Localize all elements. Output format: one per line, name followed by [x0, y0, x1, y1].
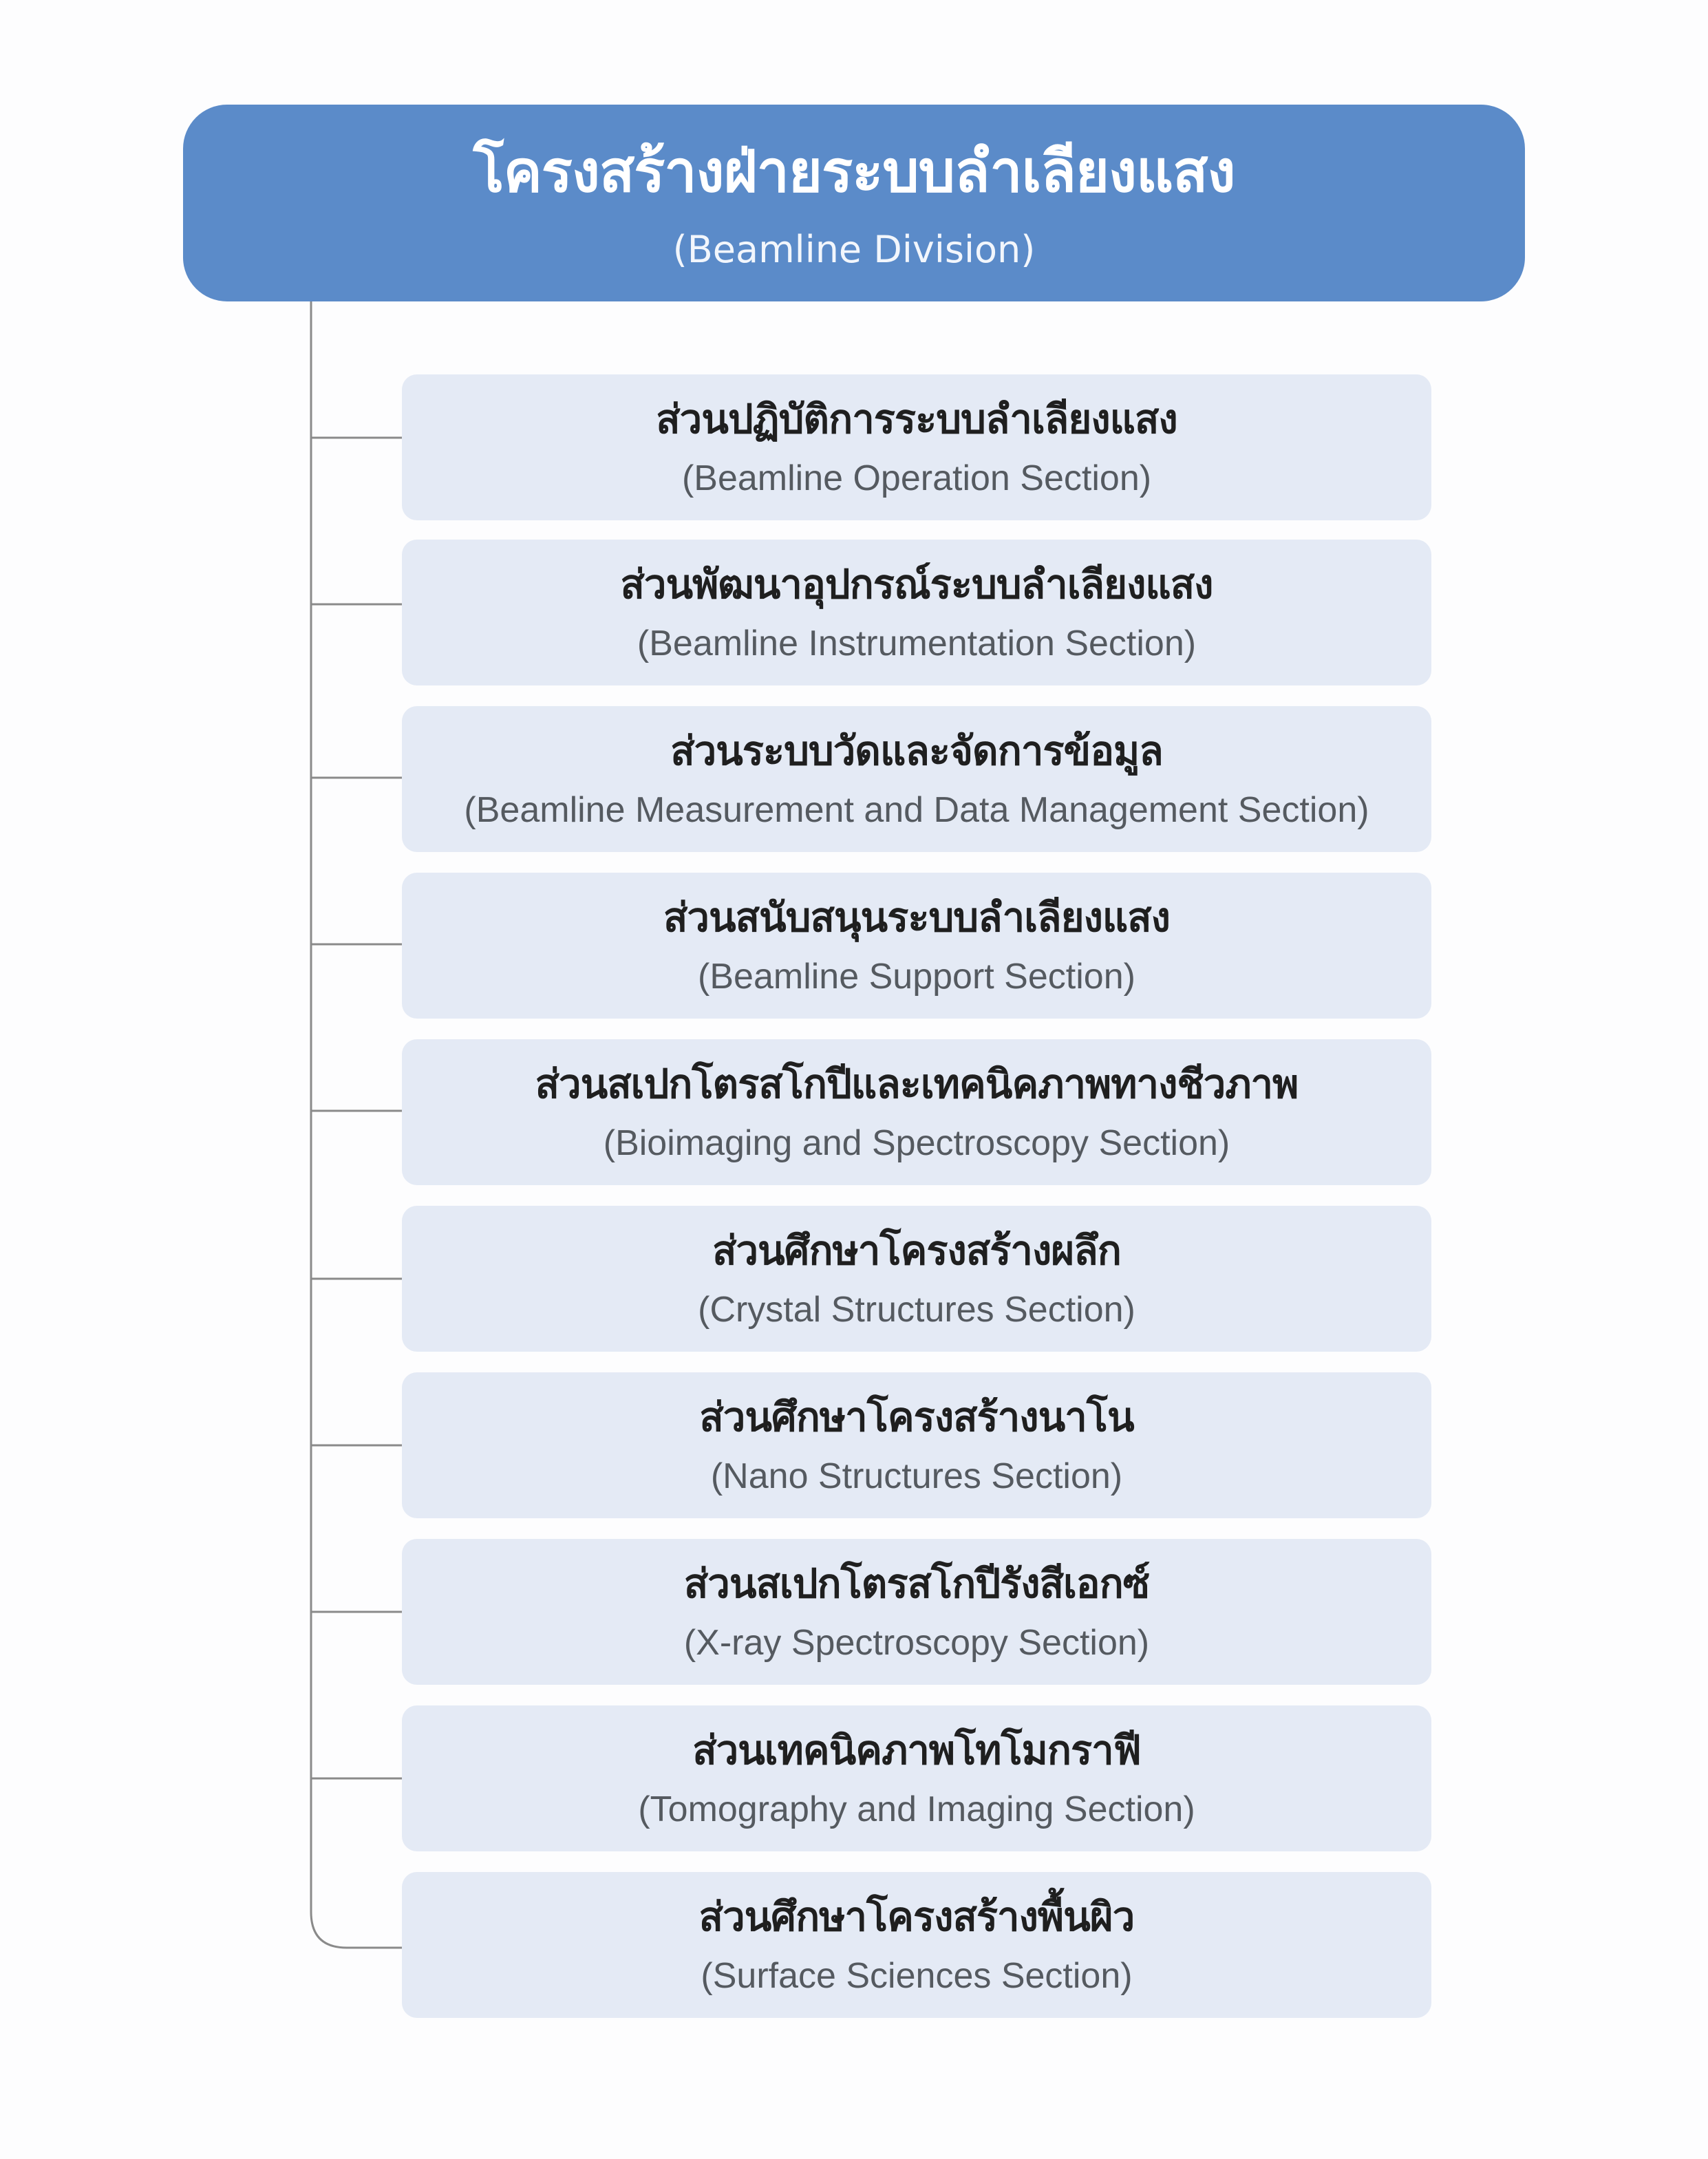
division-title-english: (Beamline Division): [672, 228, 1036, 271]
section-title-thai: ส่วนศึกษาโครงสร้างผลึก: [712, 1227, 1121, 1274]
section-title-english: (Beamline Instrumentation Section): [637, 624, 1197, 663]
section-title-english: (Crystal Structures Section): [698, 1290, 1135, 1330]
section-title-thai: ส่วนสเปกโตรสโกปีรังสีเอกซ์: [683, 1560, 1150, 1607]
section-title-thai: ส่วนสนับสนุนระบบลำเลียงแสง: [663, 894, 1170, 941]
section-box-crystal-structures: [402, 1206, 1431, 1352]
section-title-english: (X-ray Spectroscopy Section): [683, 1623, 1150, 1663]
section-box-bioimaging-spectroscopy: [402, 1039, 1431, 1185]
section-title-thai: ส่วนสเปกโตรสโกปีและเทคนิคภาพทางชีวภาพ: [535, 1061, 1299, 1107]
section-box-xray-spectroscopy: [402, 1539, 1431, 1685]
section-box-measurement-data-management: [402, 706, 1431, 852]
section-box-tomography-imaging: [402, 1705, 1431, 1851]
section-title-english: (Beamline Measurement and Data Management Section): [464, 790, 1369, 830]
section-title-thai: ส่วนระบบวัดและจัดการข้อมูล: [670, 727, 1163, 774]
section-title-english: (Surface Sciences Section): [701, 1956, 1133, 1996]
section-title-thai: ส่วนเทคนิคภาพโทโมกราฟี: [692, 1727, 1141, 1774]
section-title-english: (Bioimaging and Spectroscopy Section): [603, 1123, 1230, 1163]
section-title-english: (Beamline Support Section): [698, 957, 1135, 997]
section-box-beamline-operation: [402, 374, 1431, 520]
section-title-thai: ส่วนศึกษาโครงสร้างพื้นผิว: [698, 1893, 1135, 1940]
division-header: [183, 105, 1525, 301]
section-title-english: (Beamline Operation Section): [681, 458, 1152, 498]
section-title-thai: ส่วนพัฒนาอุปกรณ์ระบบลำเลียงแสง: [620, 561, 1213, 608]
division-title-thai: โครงสร้างฝ่ายระบบลำเลียงแสง: [473, 138, 1235, 205]
section-title-english: (Nano Structures Section): [710, 1456, 1123, 1496]
section-title-thai: ส่วนปฏิบัติการระบบลำเลียงแสง: [656, 396, 1177, 443]
section-box-nano-structures: [402, 1372, 1431, 1518]
section-title-thai: ส่วนศึกษาโครงสร้างนาโน: [699, 1394, 1134, 1440]
section-box-surface-sciences: [402, 1872, 1431, 2018]
connector-trunk: [311, 301, 402, 1948]
section-box-beamline-support: [402, 873, 1431, 1019]
section-box-beamline-instrumentation: [402, 540, 1431, 685]
section-title-english: (Tomography and Imaging Section): [638, 1789, 1195, 1829]
